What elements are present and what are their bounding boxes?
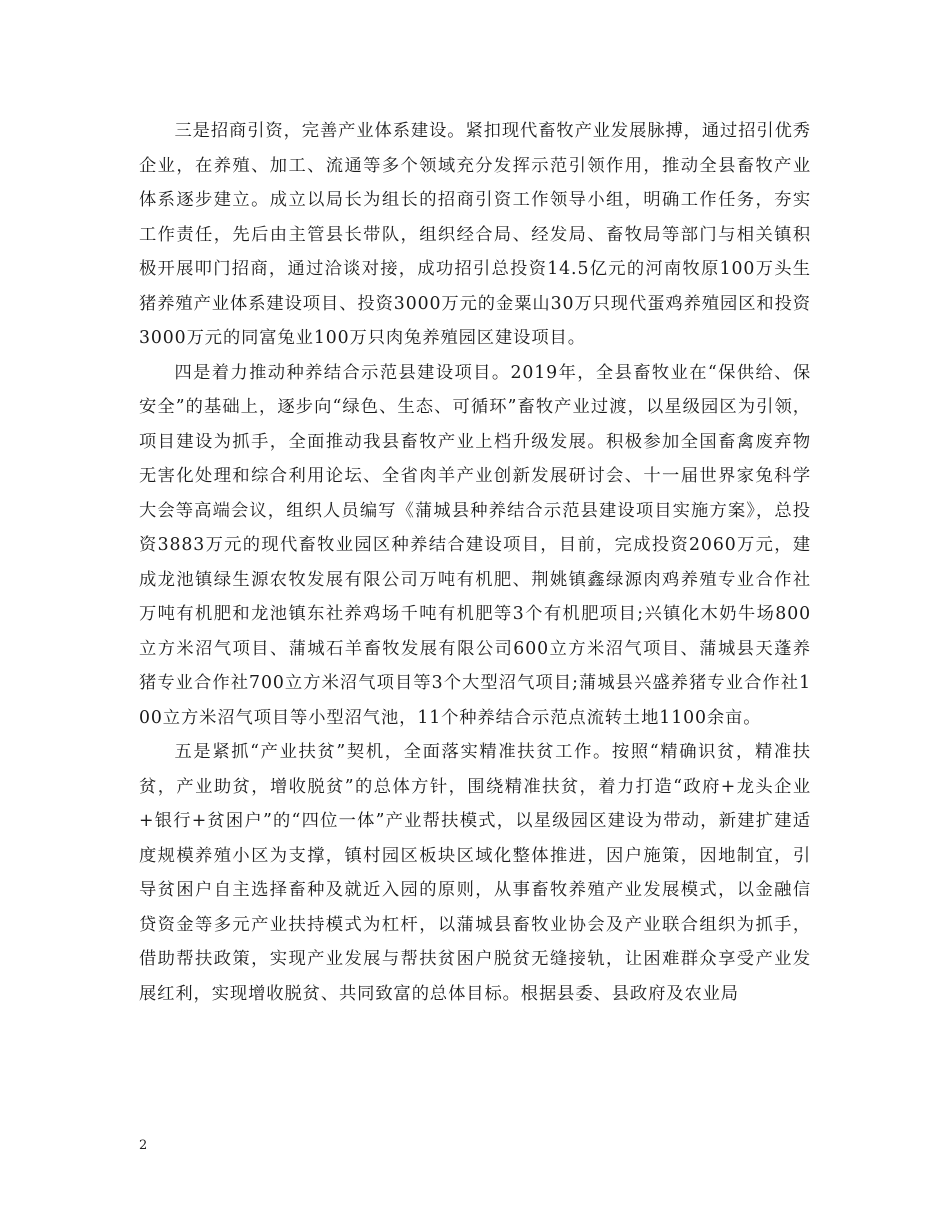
paragraph-planting-breeding: 四是着力推动种养结合示范县建设项目。2019年，全县畜牧业在“保供给、保安全”的基础上，逐步向“绿色、生态、可循环”畜牧产业过渡，以星级园区为引领，项目建设为抓手，全面推动我县畜牧产业上档升级发展。积极参加全国畜禽废弃物无害化处理和综合利用论坛、全省肉羊产业创新发展研讨会、十一届世界家兔科学大会等高端会议，组织人员编写《蒲城县种养结合示范县建设项目实施方案》，总投资3883万元的现代畜牧业园区种养结合建设项目，目前，完成投资2060万元，建成龙池镇绿生源农牧发展有限公司万吨有机肥、荆姚镇鑫绿源肉鸡养殖专业合作社万吨有机肥和龙池镇东社养鸡场千吨有机肥等3个有机肥项目;兴镇化木奶牛场800立方米沼气项目、蒲城石羊畜牧发展有限公司600立方米沼气项目、蒲城县天蓬养猪专业合作社700立方米沼气项目等3个大型沼气项目;蒲城县兴盛养猪专业合作社100立方米沼气项目等小型沼气池，11个种养结合示范点流转土地1100余亩。 — [139, 362, 811, 728]
document-body — [139, 114, 811, 1011]
paragraph-poverty-alleviation: 五是紧抓“产业扶贫”契机，全面落实精准扶贫工作。按照“精确识贫，精准扶贫，产业助贫，增收脱贫”的总体方针，围绕精准扶贫，着力打造“政府+龙头企业+银行+贫困户”的“四位一体”产业帮扶模式，以星级园区建设为带动，新建扩建适度规模养殖小区为支撑，镇村园区板块区域化整体推进，因户施策，因地制宜，引导贫困户自主选择畜种及就近入园的原则，从事畜牧养殖产业发展模式，以金融信贷资金等多元产业扶持模式为杠杆，以蒲城县畜牧业协会及产业联合组织为抓手，借助帮扶政策，实现产业发展与帮扶贫困户脱贫无缝接轨，让困难群众享受产业发展红利，实现增收脱贫、共同致富的总体目标。根据县委、县政府及农业局 — [139, 742, 811, 1004]
page-number: 2 — [139, 1138, 148, 1153]
paragraph-investment: 三是招商引资，完善产业体系建设。紧扣现代畜牧产业发展脉搏，通过招引优秀企业，在养殖、加工、流通等多个领域充分发挥示范引领作用，推动全县畜牧产业体系逐步建立。成立以局长为组长的招商引资工作领导小组，明确工作任务，夯实工作责任，先后由主管县长带队，组织经合局、经发局、畜牧局等部门与相关镇积极开展叩门招商，通过洽谈对接，成功招引总投资14.5亿元的河南牧原100万头生猪养殖产业体系建设项目、投资3000万元的金粟山30万只现代蛋鸡养殖园区和投资3000万元的同富兔业100万只肉兔养殖园区建设项目。 — [139, 121, 811, 348]
